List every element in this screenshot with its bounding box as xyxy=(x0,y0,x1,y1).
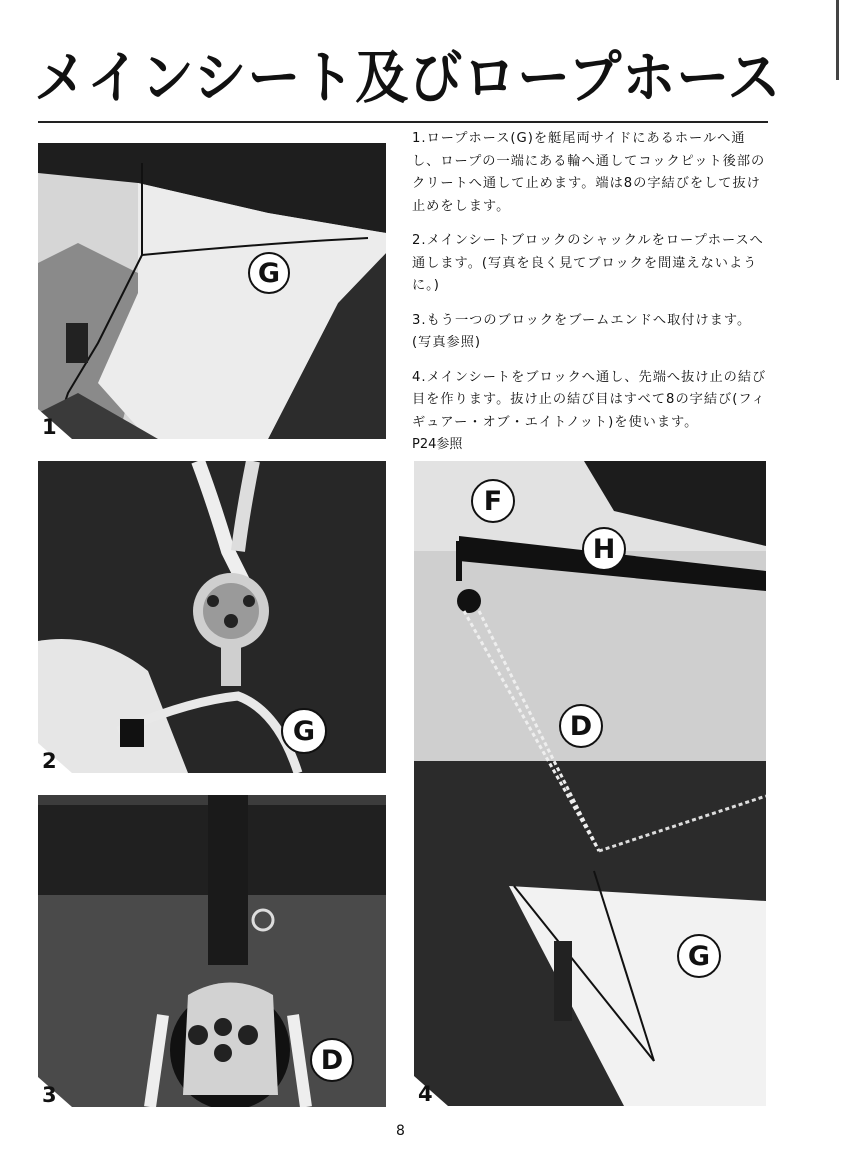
photo-number-2: 2 xyxy=(38,743,72,773)
photo-2-image xyxy=(38,461,386,773)
label-d-badge: D xyxy=(310,1038,354,1082)
photo-2 xyxy=(38,461,386,773)
instruction-step-3: 3.もう一つのブロックをブームエンドへ取付けます。(写真参照) xyxy=(412,312,752,350)
instruction-step-2: 2.メインシートブロックのシャックルをロープホースへ通します。(写真を良く見てブロックを間違えないように。) xyxy=(412,233,764,293)
instruction-step-4: 4.メインシートをブロックへ通し、先端へ抜け止の結び目を作ります。抜け止の結び目はすべて8の字結び(フィギュアー・オブ・エイトノット)を使います。 xyxy=(412,369,767,430)
photo-number-3: 3 xyxy=(38,1077,72,1107)
label-h-badge: H xyxy=(582,527,626,571)
page-reference: P24参照 xyxy=(412,437,463,452)
photo-1-image xyxy=(38,143,386,439)
photo-4 xyxy=(414,461,766,1106)
instruction-step-1: 1.ロープホース(G)を艇尾両サイドにあるホールへ通し、ロープの一端にある輪へ通してコックピット後部のクリートへ通して止めます。端は8の字結びをして抜け止めをします。 xyxy=(412,131,766,214)
label-g-badge: G xyxy=(248,252,290,294)
label-f-badge: F xyxy=(471,479,515,523)
photo-1 xyxy=(38,143,386,439)
label-g-badge: G xyxy=(281,708,327,754)
label-g-badge: G xyxy=(677,934,721,978)
title-rule xyxy=(38,121,768,123)
photo-3 xyxy=(38,795,386,1107)
page-title: メインシート及びロープホース xyxy=(34,45,782,111)
page-edge-mark xyxy=(836,0,839,80)
photo-number-1: 1 xyxy=(38,409,72,439)
photo-number-4: 4 xyxy=(414,1076,448,1106)
page-number: 8 xyxy=(396,1123,405,1139)
instructions xyxy=(412,128,767,446)
label-d-badge: D xyxy=(559,704,603,748)
